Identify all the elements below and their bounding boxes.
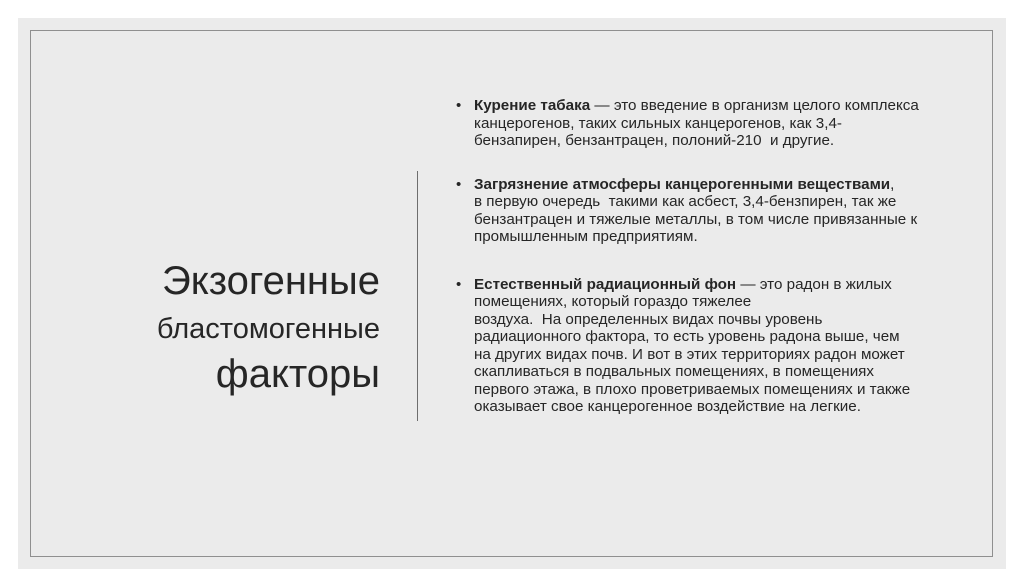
vertical-divider (417, 171, 418, 421)
bullet-item-air-pollution (456, 176, 976, 246)
title-line-3: факторы (215, 352, 380, 396)
slide (18, 18, 1006, 569)
bullet-text: воздуха. На определенных видах почвы уровень (474, 310, 823, 328)
bullet-text: бензантрацен и тяжелые металлы, в том числе привязанные к (474, 210, 918, 228)
bullet-text: — это радон в жилых (736, 275, 892, 293)
bullet-item-smoking (456, 97, 976, 150)
bullet-text: оказывает свое канцерогенное воздействие на легкие. (474, 398, 861, 415)
bullet-text: бензапирен, бензантрацен, полоний-210 и другие. (474, 132, 835, 149)
bullet-dot-icon: • (456, 275, 462, 293)
bullet-text: в первую очередь такими как асбест, 3,4-бензпирен, так же (474, 193, 897, 210)
bullet-text: на других видах почв. И вот в этих территориях радон может (474, 345, 905, 363)
title-line-2: бластомогенные (156, 313, 380, 345)
bullet-text: скапливаться в подвальных помещениях, в помещениях (474, 363, 874, 380)
title-line-1: Экзогенные (162, 259, 380, 303)
bullet-text: промышленным предприятиям. (474, 228, 698, 245)
bullet-text: , (890, 175, 895, 193)
bullet-text: помещениях, который гораздо тяжелее (474, 293, 752, 310)
bullet-term: Курение табака (474, 97, 591, 114)
bullet-item-radiation (456, 276, 976, 416)
bullet-list (456, 97, 976, 442)
bullet-dot-icon: • (456, 97, 462, 114)
bullet-dot-icon: • (456, 175, 462, 193)
bullet-text: канцерогенов, таких сильных канцерогенов, как 3,4- (474, 114, 842, 132)
bullet-text: первого этажа, в плохо проветриваемых помещениях и также (474, 380, 911, 398)
bullet-term: Загрязнение атмосферы канцерогенными веществами (474, 175, 891, 193)
bullet-text: — это введение в организм целого комплекса (590, 97, 919, 114)
bullet-term: Естественный радиационный фон (474, 275, 737, 293)
bullet-text: радиационного фактора, то есть уровень радона выше, чем (474, 328, 900, 345)
slide-title (50, 254, 380, 398)
